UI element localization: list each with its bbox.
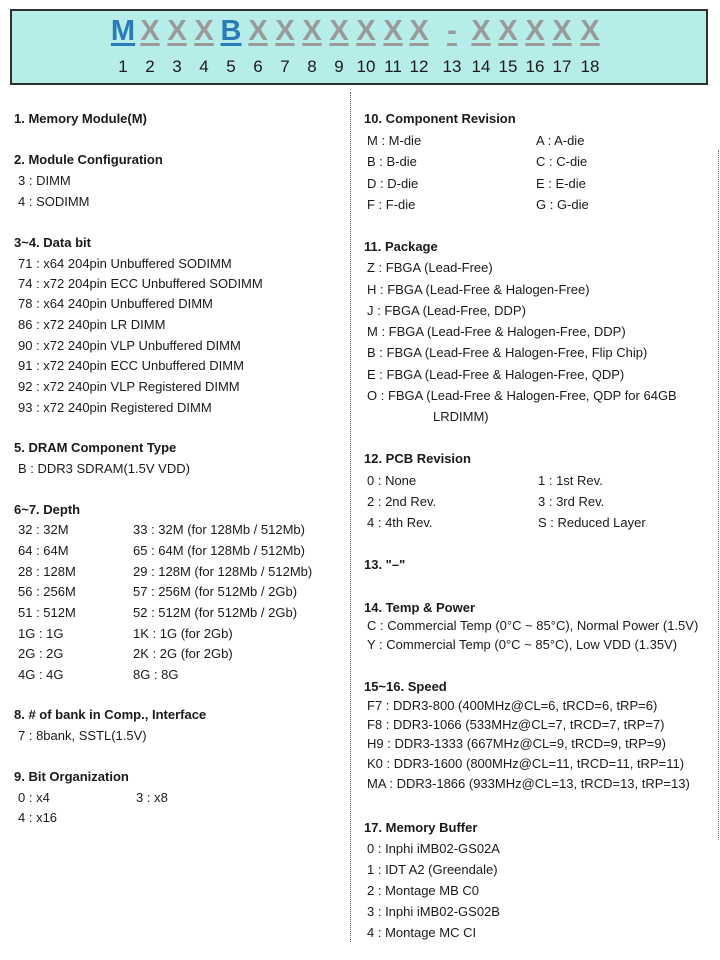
section-heading: 8. # of bank in Comp., Interface [14,707,207,722]
header-char: X [471,15,491,47]
list-item: 2 : Montage MB C0 [367,883,479,898]
list-item: 2G : 2G [18,646,64,661]
list-item: 1G : 1G [18,626,64,641]
list-item: 65 : 64M (for 128Mb / 512Mb) [133,543,305,558]
header-char: X [194,15,214,47]
list-item: 56 : 256M [18,584,76,599]
list-item: 64 : 64M [18,543,69,558]
list-item: 90 : x72 240pin VLP Unbuffered DIMM [18,338,241,353]
header-char: X [552,15,572,47]
list-item: 32 : 32M [18,522,69,537]
position-number: 2 [145,57,155,76]
section-heading: 3~4. Data bit [14,235,91,250]
list-item: 8G : 8G [133,667,179,682]
column-divider [350,92,351,942]
position-number: 6 [253,57,263,76]
position-number: 10 [356,57,376,76]
list-item: 4G : 4G [18,667,64,682]
section-heading: 13. "–" [364,557,406,572]
section-heading: 10. Component Revision [364,111,516,126]
position-number: 4 [199,57,209,76]
position-number: 16 [525,57,545,76]
position-number: 14 [471,57,491,76]
list-item: 4 : SODIMM [18,194,90,209]
list-item: 0 : x4 [18,790,50,805]
position-number: 12 [409,57,429,76]
list-item: 0 : None [367,473,417,488]
list-item: 2 : 2nd Rev. [367,494,437,509]
list-item: 91 : x72 240pin ECC Unbuffered DIMM [18,358,244,373]
position-number: 18 [580,57,600,76]
list-item: MA : DDR3-1866 (933MHz@CL=13, tRCD=13, tRP=13) [367,776,690,791]
list-item: H9 : DDR3-1333 (667MHz@CL=9, tRCD=9, tRP=9) [367,736,666,751]
header-char: X [302,15,322,47]
list-item: 28 : 128M [18,564,76,579]
list-item: C : Commercial Temp (0°C ~ 85°C), Normal Power (1.5V) [367,618,699,633]
position-number: 3 [172,57,182,76]
header-char: X [409,15,429,47]
page-edge-line [718,150,719,840]
list-item: 33 : 32M (for 128Mb / 512Mb) [133,522,305,537]
list-item: 0 : Inphi iMB02-GS02A [367,841,500,856]
header-char: X [248,15,268,47]
list-item: 52 : 512M (for 512Mb / 2Gb) [133,605,298,620]
position-number: 9 [334,57,344,76]
list-item: 1 : IDT A2 (Greendale) [367,862,498,877]
header-char: X [498,15,518,47]
list-item: B : B-die [367,154,417,169]
list-item: 4 : 4th Rev. [367,515,433,530]
section-heading: 17. Memory Buffer [364,820,478,835]
position-number: 13 [442,57,462,76]
list-item: M : M-die [367,133,422,148]
list-item: 3 : DIMM [18,173,71,188]
list-item: 93 : x72 240pin Registered DIMM [18,400,212,415]
header-char: X [167,15,187,47]
list-item: O : FBGA (Lead-Free & Halogen-Free, QDP for 64GB [367,388,677,403]
list-item: E : E-die [536,176,586,191]
list-item: 3 : Inphi iMB02-GS02B [367,904,500,919]
list-item: C : C-die [536,154,588,169]
list-item: E : FBGA (Lead-Free & Halogen-Free, QDP) [367,367,625,382]
list-item: S : Reduced Layer [538,515,646,530]
position-number: 5 [226,57,236,76]
position-number: 8 [307,57,317,76]
list-item: K0 : DDR3-1600 (800MHz@CL=11, tRCD=11, tRP=11) [367,756,685,771]
list-item: A : A-die [536,133,585,148]
header-char: X [356,15,376,47]
list-item: 3 : x8 [136,790,168,805]
section-heading: 14. Temp & Power [364,600,476,615]
section-heading: 2. Module Configuration [14,152,163,167]
list-item: F7 : DDR3-800 (400MHz@CL=6, tRCD=6, tRP=6) [367,698,658,713]
section-heading: 9. Bit Organization [14,769,129,784]
list-item: 2K : 2G (for 2Gb) [133,646,233,661]
list-item: 92 : x72 240pin VLP Registered DIMM [18,379,240,394]
list-item: 7 : 8bank, SSTL(1.5V) [18,728,147,743]
list-item: J : FBGA (Lead-Free, DDP) [367,303,526,318]
part-number-header [10,9,708,85]
header-char: - [447,15,457,47]
list-item: 86 : x72 240pin LR DIMM [18,317,166,332]
position-number: 15 [498,57,518,76]
list-item: 71 : x64 204pin Unbuffered SODIMM [18,256,232,271]
list-item: 74 : x72 204pin ECC Unbuffered SODIMM [18,276,263,291]
list-item: Y : Commercial Temp (0°C ~ 85°C), Low VDD (1.35V) [367,637,678,652]
list-item: Z : FBGA (Lead-Free) [367,260,493,275]
list-item: LRDIMM) [433,409,489,424]
list-item: H : FBGA (Lead-Free & Halogen-Free) [367,282,590,297]
header-char: X [275,15,295,47]
list-item: 1K : 1G (for 2Gb) [133,626,233,641]
list-item: D : D-die [367,176,419,191]
header-char: X [383,15,403,47]
list-item: M : FBGA (Lead-Free & Halogen-Free, DDP) [367,324,626,339]
list-item: 1 : 1st Rev. [538,473,603,488]
list-item: 4 : Montage MC CI [367,925,477,940]
list-item: 29 : 128M (for 128Mb / 512Mb) [133,564,313,579]
header-char: B [220,15,242,47]
header-char: X [329,15,349,47]
list-item: F8 : DDR3-1066 (533MHz@CL=7, tRCD=7, tRP=7) [367,717,665,732]
position-number: 11 [384,57,402,76]
header-char: X [140,15,160,47]
list-item: G : G-die [536,197,589,212]
section-heading: 11. Package [364,239,438,254]
list-item: B : DDR3 SDRAM(1.5V VDD) [18,461,190,476]
list-item: 4 : x16 [18,810,58,825]
position-number: 17 [552,57,572,76]
header-char: X [525,15,545,47]
header-char: X [580,15,600,47]
list-item: B : FBGA (Lead-Free & Halogen-Free, Flip Chip) [367,345,648,360]
section-heading: 1. Memory Module(M) [14,111,147,126]
position-number: 1 [118,57,128,76]
list-item: 3 : 3rd Rev. [538,494,605,509]
header-char: M [110,15,136,47]
section-heading: 12. PCB Revision [364,451,471,466]
list-item: 57 : 256M (for 512Mb / 2Gb) [133,584,298,599]
list-item: F : F-die [367,197,416,212]
list-item: 78 : x64 240pin Unbuffered DIMM [18,296,213,311]
section-heading: 5. DRAM Component Type [14,440,177,455]
position-number: 7 [280,57,290,76]
section-heading: 15~16. Speed [364,679,447,694]
list-item: 51 : 512M [18,605,76,620]
section-heading: 6~7. Depth [14,502,81,517]
